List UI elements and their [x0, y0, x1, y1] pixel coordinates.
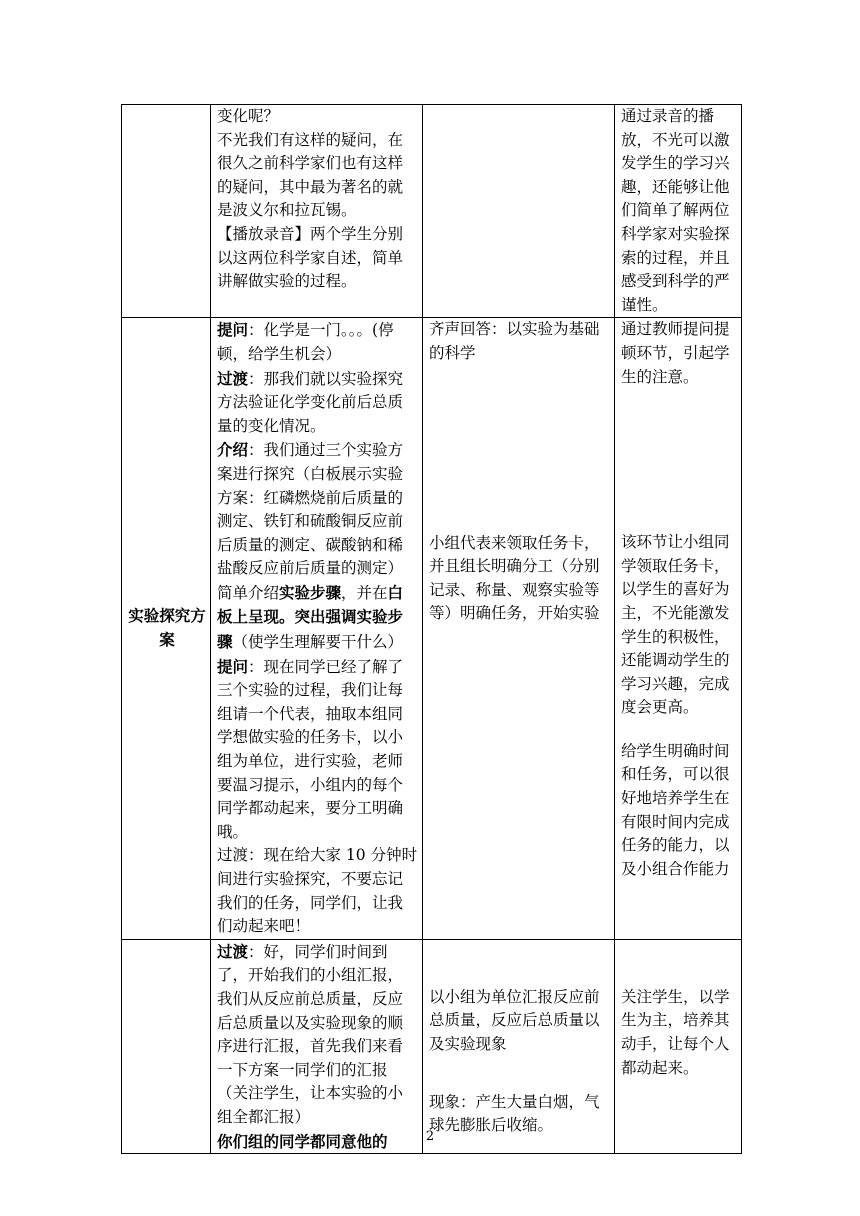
intent-text: 关注学生，以学生为主，培养其动手，让每个人都动起来。 — [621, 987, 730, 1077]
stage-cell — [122, 318, 211, 939]
teacher-activity-cell — [211, 105, 423, 318]
student-text: 小组代表来领取任务卡，并且组长明确分工（分别记录、称量、观察实验等等）明确任务，开始实验 — [429, 533, 600, 623]
introduce-text: ，并在 — [341, 583, 388, 602]
spacer — [621, 389, 737, 531]
page-number: 2 — [425, 1129, 435, 1144]
student-activity-cell — [423, 318, 615, 939]
introduce-text: （使学生理解要干什么） — [232, 633, 404, 652]
label-question: 提问 — [217, 320, 249, 340]
intent-text: 给学生明确时间和任务，可以很好地培养学生在有限时间内完成任务的能力，以及小组合作能力 — [621, 741, 730, 878]
teacher-question-bold: 你们组的同学都同意他的 — [217, 1131, 388, 1151]
table-row — [122, 939, 742, 1153]
label-transition: 过渡 — [217, 368, 249, 388]
teacher-introduction — [217, 438, 418, 654]
teacher-transition — [217, 940, 418, 1130]
teacher-transition: 过渡：现在给大家 10 分钟时间进行实验探究，不要忘记我们的任务，同学们，让我们动起来吧！ — [217, 846, 418, 936]
student-text: 以小组为单位汇报反应前总质量，反应后总质量以及实验现象 — [429, 987, 600, 1053]
design-intent-cell — [615, 318, 742, 939]
transition-text: ：好，同学们时间到了，开始我们的小组汇报，我们从反应前总质量，反应后总质量以及实验现象的顺序进行汇报，首先我们来看一下方案一同学们的汇报（关注学生，让本实验的小组全都汇报） — [217, 942, 404, 1126]
teacher-question — [217, 655, 418, 845]
stage-cell — [122, 939, 211, 1153]
spacer — [429, 940, 610, 986]
teacher-question — [217, 318, 418, 366]
spacer — [621, 720, 737, 740]
stage-label: 实验探究方案 — [128, 606, 206, 649]
student-activity-cell — [423, 939, 615, 1153]
table-row — [122, 105, 742, 318]
student-text: 齐声回答：以实验为基础的科学 — [429, 320, 600, 362]
spacer — [621, 940, 737, 986]
teacher-text: 变化呢？ — [217, 107, 280, 125]
emphasis-text: 实验步骤 — [279, 582, 342, 602]
question-text: ：化学是一门。。。(停顿，给学生机会） — [217, 321, 394, 363]
student-activity-cell — [423, 105, 615, 318]
teacher-text: 不光我们有这样的疑问，在很久之前科学家们也有这样的疑问，其中最为著名的就是波义尔和拉瓦锡。 — [217, 130, 404, 220]
label-question: 提问 — [217, 656, 249, 676]
emphasis-text: 白板上呈现。突出强调实验步骤 — [217, 582, 404, 652]
teacher-activity-cell — [211, 318, 423, 939]
question-text: ：现在同学已经了解了三个实验的过程，我们让每组请一个代表，抽取本组同学想做实验的任务卡，以小组为单位，进行实验，老师要温习提示，小组内的每个同学都动起来，要分工明确哦。 — [217, 657, 404, 841]
teacher-activity-cell — [211, 939, 423, 1153]
intent-text: 通过教师提问提顿环节，引起学生的注意。 — [621, 320, 730, 386]
design-intent-cell — [615, 939, 742, 1153]
teacher-transition — [217, 367, 418, 439]
student-text: 现象：产生大量白烟，气球先膨胀后收缩。 — [429, 1092, 600, 1135]
stage-cell — [122, 105, 211, 318]
design-intent-cell — [615, 105, 742, 318]
introduce-text: ：我们通过三个实验方案进行探究（白板展示实验方案：红磷燃烧前后质量的测定、铁钉和硫酸铜反应前后质量的测定、碳酸钠和稀盐酸反应前后质量的测定）简单介绍 — [217, 441, 404, 602]
teacher-text: 【播放录音】两个学生分别以这两位科学家自述，简单讲解做实验的过程。 — [217, 224, 404, 291]
transition-text: ：那我们就以实验探究方法验证化学变化前后总质量的变化情况。 — [217, 369, 404, 435]
intent-text: 该环节让小组同学领取任务卡，以学生的喜好为主，不光能激发学生的积极性，还能调动学生的学习兴趣，完成度会更高。 — [621, 533, 730, 717]
intent-text: 通过录音的播放，不光可以激发学生的学习兴趣，还能够让他们简单了解两位科学家对实验探索的过程，并且感受到科学的严谨性。 — [621, 107, 730, 314]
table-row — [122, 318, 742, 939]
label-transition: 过渡 — [217, 941, 249, 961]
spacer — [429, 1057, 610, 1091]
lesson-plan-table — [121, 104, 742, 1154]
spacer — [429, 366, 610, 532]
label-introduce: 介绍 — [217, 440, 249, 460]
